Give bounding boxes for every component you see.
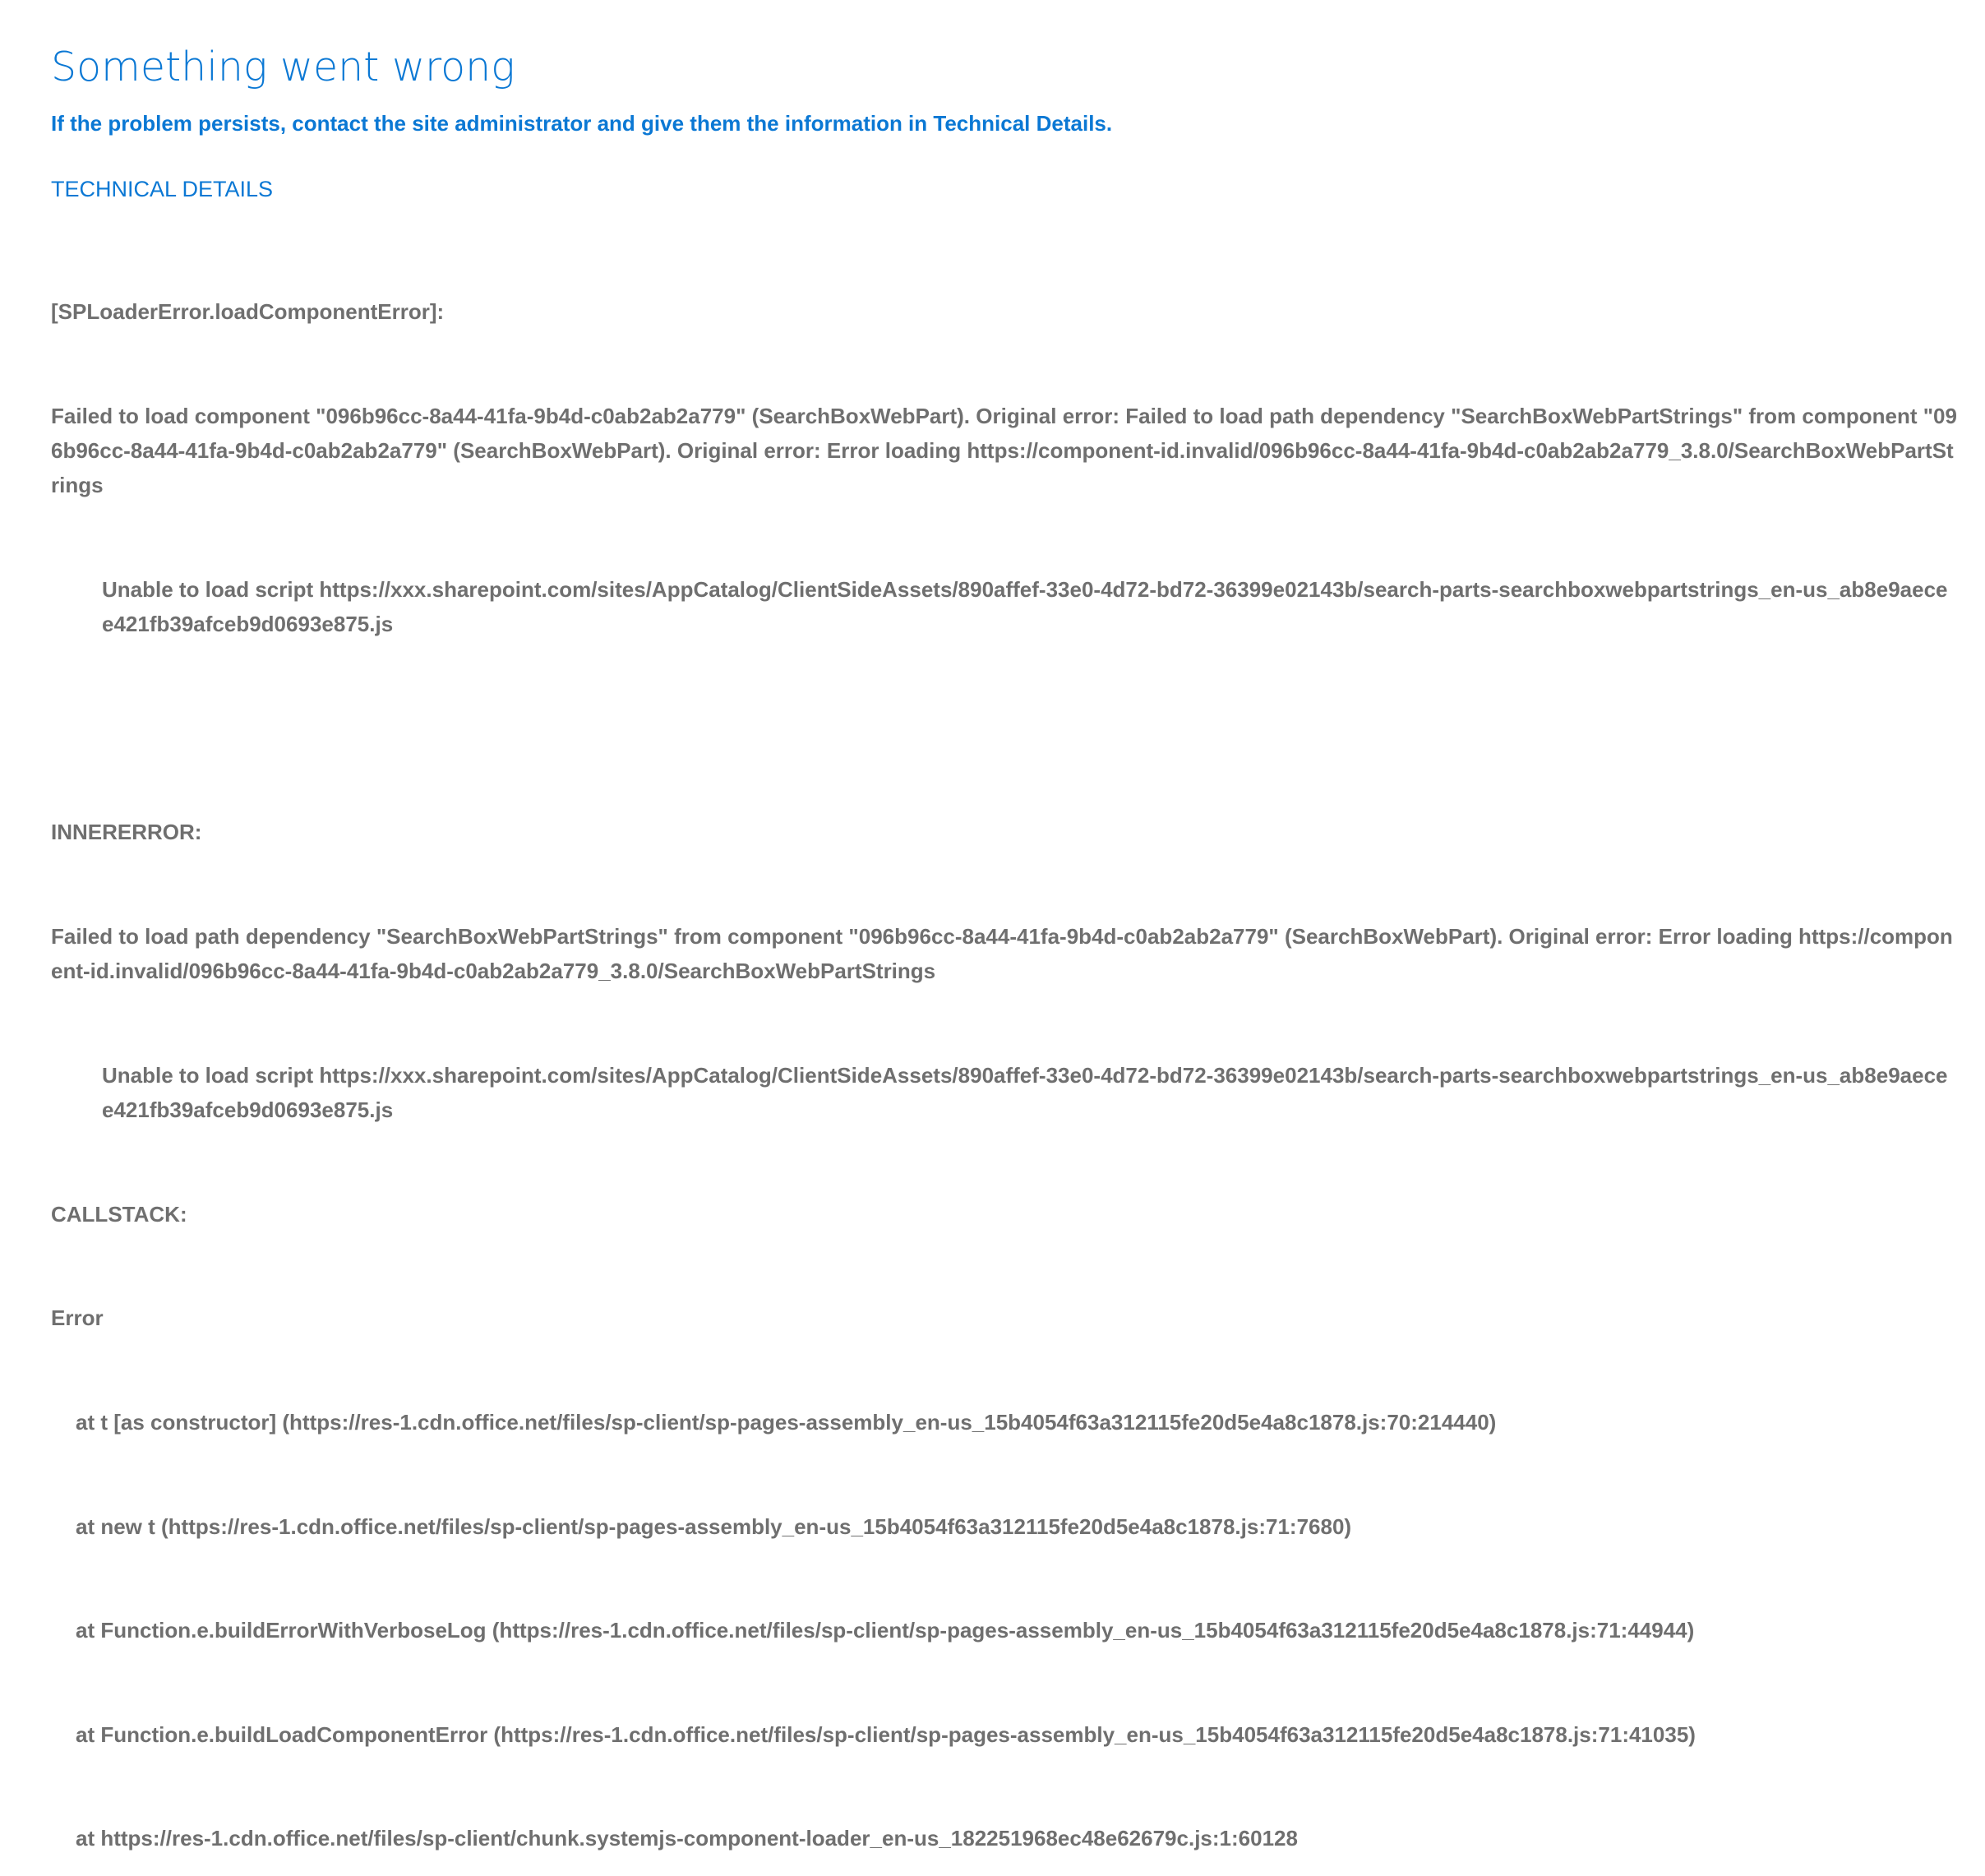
callstack-frame: at https://res-1.cdn.office.net/files/sp-client/chunk.systemjs-component-loader_en-us_182251968ec48e62679c.js:1:60128 bbox=[76, 1826, 1298, 1851]
inner-error-message: Failed to load path dependency "SearchBoxWebPartStrings" from component "096b96cc-8a44-41fa-9b4d-c0ab2ab2a779" (SearchBoxWebPart). Original error: Error loading https://component-id.invalid/096b96cc-8a44-41fa-9b4d-c0ab2ab2a779_3.8.0/SearchBoxWebPartStrings bbox=[51, 924, 1953, 984]
spacer bbox=[51, 711, 1958, 746]
callstack-frame: at t [as constructor] (https://res-1.cdn.office.net/files/sp-client/sp-pages-assembly_en-us_15b4054f63a312115fe20d5e4a8c1878.js:70:214440) bbox=[76, 1409, 1497, 1435]
callstack-label: CALLSTACK: bbox=[51, 1201, 187, 1227]
error-script-line: Unable to load script https://xxx.sharepoint.com/sites/AppCatalog/ClientSideAssets/890affef-33e0-4d72-bd72-36399e02143b/search-parts-searchboxwebpartstrings_en-us_ab8e9aecee421fb39afceb9d0693e875.js bbox=[102, 577, 1948, 637]
callstack-frame: at Function.e.buildErrorWithVerboseLog (https://res-1.cdn.office.net/files/sp-client/sp-pages-assembly_en-us_15b4054f63a312115fe20d5e4a8c1878.js:71:44944) bbox=[76, 1618, 1695, 1643]
page-title: Something went wrong bbox=[51, 44, 515, 90]
error-detail-message: Failed to load component "096b96cc-8a44-41fa-9b4d-c0ab2ab2a779" (SearchBoxWebPart). Original error: Failed to load path dependency "SearchBoxWebPartStrings" from component "096b96cc-8a44-41fa-9b4d-c0ab2ab2a779" (SearchBoxWebPart). Original error: Error loading https://component-id.invalid/096b96cc-8a44-41fa-9b4d-c0ab2ab2a779_3.8.0/SearchBoxWebPartStrings bbox=[51, 404, 1957, 498]
inner-error-script-line: Unable to load script https://xxx.sharepoint.com/sites/AppCatalog/ClientSideAssets/890affef-33e0-4d72-bd72-36399e02143b/search-parts-searchboxwebpartstrings_en-us_ab8e9aecee421fb39afceb9d0693e875.js bbox=[102, 1062, 1948, 1123]
error-message: If the problem persists, contact the site administrator and give them the information in Technical Details. bbox=[51, 111, 1113, 136]
error-page bbox=[51, 43, 1958, 1876]
inner-error-label: INNERERROR: bbox=[51, 820, 202, 845]
error-label: [SPLoaderError.loadComponentError]: bbox=[51, 299, 445, 325]
callstack-frame: at new t (https://res-1.cdn.office.net/files/sp-client/sp-pages-assembly_en-us_15b4054f63a312115fe20d5e4a8c1878.js:71:7680) bbox=[76, 1513, 1352, 1539]
technical-details-heading: TECHNICAL DETAILS bbox=[51, 177, 274, 201]
callstack-error: Error bbox=[51, 1305, 104, 1331]
callstack-frame: at Function.e.buildLoadComponentError (https://res-1.cdn.office.net/files/sp-client/sp-pages-assembly_en-us_15b4054f63a312115fe20d5e4a8c1878.js:71:41035) bbox=[76, 1721, 1696, 1747]
technical-details bbox=[51, 225, 1958, 1876]
